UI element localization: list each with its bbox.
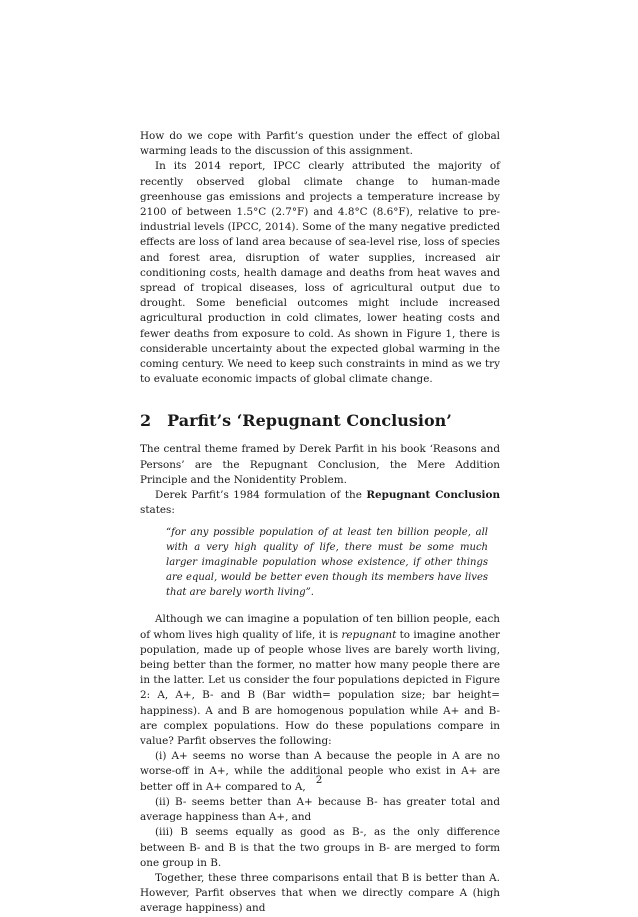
intro-paragraph-2: In its 2014 report, IPCC clearly attributed the majority of recently observed global climate change to human-made greenhouse gas emissions and projects a temperature increase by 2100 of between 1.5°C (2.7°F) and 4.8°C (8.6°F), relative to pre-industrial levels (IPCC, 2014). Some of the many negative predicted effects are loss of land area because of sea-level rise, loss of species and forest area, disruption of water supplies, increased air conditioning costs, health damage and deaths from heat waves and spread of tropical diseases, loss of agricultural output due to drought. Some beneficial outcomes might include increased agricultural production in cold climates, lower heating costs and fewer deaths from exposure to cold. As shown in Figure 1, there is considerable uncertainty about the expected global warming in the coming century. We need to keep such constraints in mind as we try to evaluate economic impacts of global climate change.	[140, 160, 500, 386]
p2-bold-term: Repugnant Conclusion	[366, 489, 500, 502]
p3-italic-term: repugnant	[341, 628, 397, 641]
intro-paragraph-1: How do we cope with Parfit’s question under the effect of global warming leads to the discussion of this assignment.	[140, 130, 500, 158]
page-content	[140, 129, 500, 917]
page-number: 2	[315, 774, 323, 786]
section-number: 2	[140, 411, 152, 431]
p3-text-after: to imagine another population, made up of people whose lives are barely worth living, being better than the former, no matter how many people there are in the latter. Let us consider the four populations depicted in Figure 2: A, A+, B- and B (Bar width= population size; bar height= happiness). A and B are homogenous population while A+ and B- are complex populations. How do these populations compare in value? Parfit observes the following:	[140, 628, 501, 748]
body-paragraph-3	[140, 612, 500, 749]
body-paragraph-1: The central theme framed by Derek Parfit in his book ‘Reasons and Persons’ are the Repugnant Conclusion, the Mere Addition Principle and the Nonidentity Problem.	[140, 443, 500, 486]
p3-text-before: Although we can imagine a population of ten billion people, each of whom lives high quality of life, it is	[140, 613, 500, 641]
block-quote: “for any possible population of at least ten billion people, all with a very high quality of life, there must be some much larger imaginable population whose existence, if other things are equal, would be better even though its members have lives that are barely worth living”.	[166, 527, 488, 598]
section-heading	[140, 411, 500, 430]
body-paragraph-7: Together, these three comparisons entail that B is better than A. However, Parfit observes that when we directly compare A (high average happiness) and	[140, 871, 500, 915]
body-paragraph-5: (ii) B- seems better than A+ because B- has greater total and average happiness than A+, and	[140, 795, 500, 824]
p2-text-before: Derek Parfit’s 1984 formulation of the	[155, 489, 367, 502]
body-paragraph-6: (iii) B seems equally as good as B-, as the only difference between B- and B is that the two groups in B- are merged to form one group in B.	[140, 826, 500, 869]
body-paragraph-4: (i) A+ seems no worse than A because the people in A are no worse-off in A+, while the additional people who exist in A+ are better off in A+ compared to A,	[140, 750, 500, 793]
p2-text-after: states:	[140, 504, 175, 517]
section-title: Parfit’s ‘Repugnant Conclusion’	[167, 411, 452, 431]
body-paragraph-2	[140, 488, 500, 518]
